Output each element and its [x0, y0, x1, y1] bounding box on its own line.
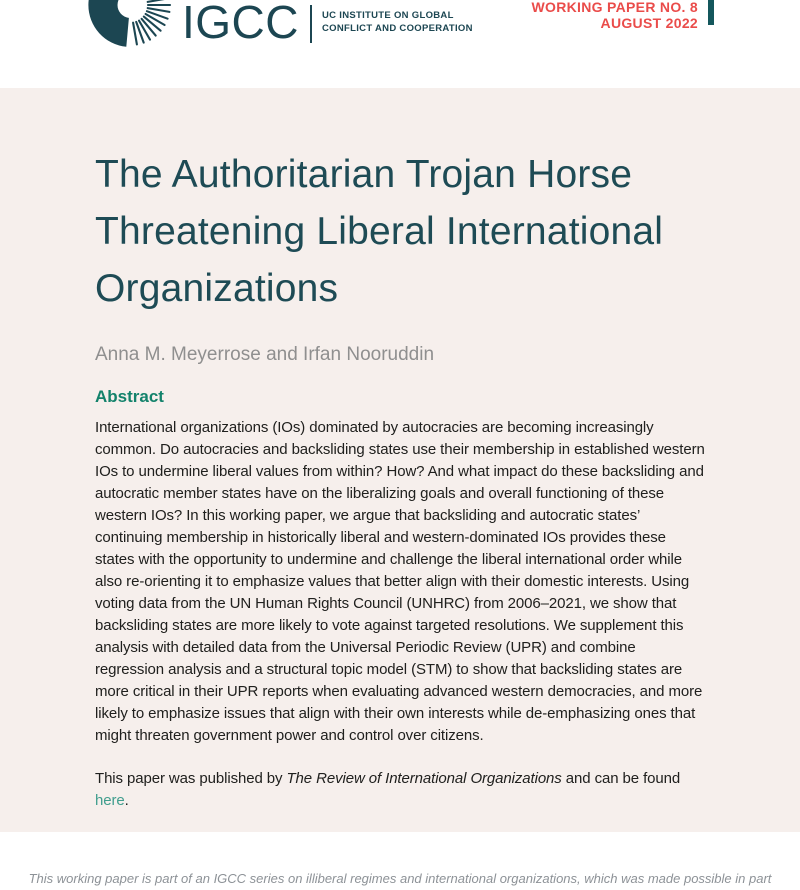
publication-note-prefix: This paper was published by	[95, 770, 287, 787]
working-paper-number: WORKING PAPER NO. 8	[531, 0, 698, 15]
series-footnote	[0, 832, 800, 890]
cover-body	[0, 88, 800, 832]
paper-title-line2: Threatening Liberal International	[95, 210, 664, 253]
igcc-logo-acronym: IGCC	[182, 0, 299, 48]
logo-divider	[310, 5, 312, 43]
paper-title-line1: The Authoritarian Trojan Horse	[95, 153, 633, 196]
paper-title	[95, 88, 705, 317]
publication-note	[95, 768, 707, 812]
paper-title-line3: Organizations	[95, 267, 339, 310]
logo-org-line2: CONFLICT AND COOPERATION	[322, 22, 473, 34]
logo-org-name	[322, 10, 473, 35]
working-paper-info	[532, 0, 698, 31]
publication-note-suffix: .	[124, 792, 129, 809]
publication-note-middle: and can be found	[561, 770, 681, 787]
igcc-logo-icon	[88, 0, 172, 47]
teal-accent-bar	[708, 0, 714, 25]
authors: Anna M. Meyerrose and Irfan Nooruddin	[95, 344, 435, 365]
abstract-text: International organizations (IOs) dominated by autocracies are becoming increasingly common. Do autocracies and backsliding states use their membership in established western IOs to undermine liberal values from within? How? And what impact do these backsliding and autocratic member states have on the liberalizing goals and overall functioning of these western IOs? In this working paper, we argue that backsliding and autocratic states’ continuing membership in historically liberal and western-dominated IOs provides these states with the opportunity to undermine and challenge the liberal international order while also re-orienting it to emphasize values that better align with their domestic interests. Using voting data from the UN Human Rights Council (UNHRC) from 2006–2021, we show that backsliding states are more likely to vote against targeted resolutions. We supplement this analysis with detailed data from the Universal Periodic Review (UPR) and combine regression analysis and a structural topic model (STM) to show that backsliding states are more critical in their UPR reports when evaluating advanced western democracies, and more likely to emphasize issues that align with their own interests while de-emphasizing ones that might threaten government power and control over citizens.	[95, 419, 705, 744]
logo-org-line1: UC INSTITUTE ON GLOBAL	[322, 10, 454, 21]
header	[0, 0, 800, 88]
here-link[interactable]: here	[95, 792, 125, 809]
series-footnote-text: This working paper is part of an IGCC series on illiberal regimes and international organizations, which was made possible in part	[28, 871, 772, 886]
journal-name: The Review of International Organizations	[286, 770, 562, 787]
working-paper-date: AUGUST 2022	[600, 14, 698, 31]
abstract-heading: Abstract	[95, 387, 164, 406]
